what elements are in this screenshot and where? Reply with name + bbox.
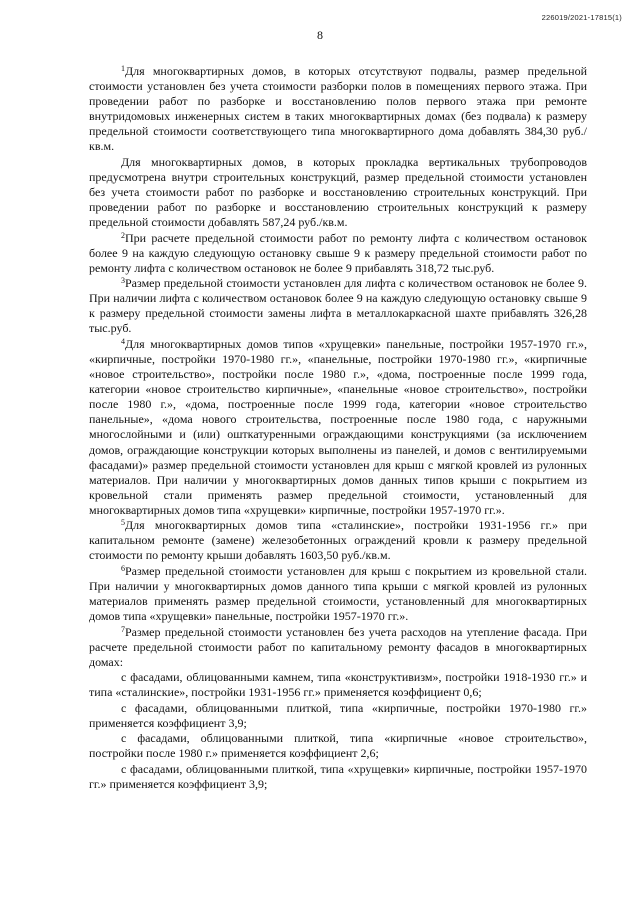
paragraph-text: с фасадами, облицованными камнем, типа «конструктивизм», постройки 1918-1930 гг.» и типа «сталинские», постройки 1931-1956 гг.» применяется коэффициент 0,6;: [89, 670, 587, 700]
paragraph-text: Размер предельной стоимости установлен для крыш с покрытием из кровельной стали. При наличии у многоквартирных домов данного типа крыши с мягкой кровлей из рулонных материалов применять размер предельной стоимости, установленный для многоквартирных домов типа «хрущевки» панельные, постройки 1957-1970 гг.».: [89, 563, 587, 624]
paragraph: [89, 155, 587, 230]
footnote-mark: 3: [121, 276, 125, 286]
paragraph: [89, 518, 587, 563]
paragraph-text: При расчете предельной стоимости работ по ремонту лифта с количеством остановок более 9 на каждую следующую остановку свыше 9 к размеру предельной стоимости работ по ремонту лифта с количеством остановок не более 9 прибавлять 318,72 тыс.руб.: [89, 230, 587, 275]
paragraph-text: с фасадами, облицованными плиткой, типа «кирпичные, постройки 1970-1980 гг.» применяется коэффициент 3,9;: [89, 700, 587, 730]
footnote-mark: 5: [121, 518, 125, 528]
paragraph: [89, 625, 587, 670]
paragraph: [89, 231, 587, 276]
document-id: 226019/2021-17815(1): [541, 13, 622, 22]
footnote-mark: 2: [121, 230, 125, 240]
paragraph-text: с фасадами, облицованными плиткой, типа «хрущевки» кирпичные, постройки 1957-1970 гг.» применяется коэффициент 3,9;: [89, 761, 587, 791]
paragraph: [89, 670, 587, 700]
paragraph-text: Для многоквартирных домов, в которых прокладка вертикальных трубопроводов предусмотрена внутри строительных конструкций, размер предельной стоимости установлен без учета стоимости работ по разборке и восстановлению строительных конструкций. При проведении работ по разборке и восстановлению строительных конструкций к размеру предельной стоимости добавлять 587,24 руб./кв.м.: [89, 154, 587, 230]
paragraph-text: с фасадами, облицованными плиткой, типа «кирпичные «новое строительство», постройки после 1980 г.» применяется коэффициент 2,6;: [89, 731, 587, 761]
paragraph-text: Для многоквартирных домов, в которых отсутствуют подвалы, размер предельной стоимости установлен без учета стоимости разборки полов в помещениях первого этажа. При проведении работ по разборке и восстановлению полов первого этажа при ремонте внутридомовых инженерных систем в таких многоквартирных домах (без подвала) к размеру предельной стоимости соответствующего типа многоквартирного дома добавлять 384,30 руб./кв.м.: [89, 64, 587, 154]
paragraph-text: Для многоквартирных домов типов «хрущевки» панельные, постройки 1957-1970 гг.», «кирпичные, постройки 1970-1980 гг.», «панельные, постройки 1970-1980 гг.», «кирпичные «новое строительство», постройки после 1980 г.», «дома, построенные после 1999 года, категории «новое строительство кирпичные», «панельные «новое строительство», постройки после 1980 г.», «дома, построенные после 1999 года, категории «новое строительство панельные», «дома нового строительства, построенные после 1980 года, с наружными многослойными и (или) ошткатуренными ограждающими конструкциями (за исключением домов, ограждающие конструкции которых выполнены из панелей, и домов с вентилируемыми фасадами)» размер предельной стоимости установлен для крыш с мягкой кровлей из рулонных материалов. При наличии у многоквартирных домов данных типов крыши с покрытием из кровельной стали применять размер предельной стоимости, установленный для многоквартирных домов типа «хрущевки» кирпичные, постройки 1957-1970 гг.».: [89, 336, 587, 517]
paragraph: [89, 731, 587, 761]
footnote-mark: 4: [121, 336, 125, 346]
footnote-mark: 1: [121, 64, 125, 73]
document-body: [89, 64, 587, 792]
footnote-mark: 7: [121, 624, 125, 634]
page-number: 8: [317, 28, 323, 42]
paragraph: [89, 564, 587, 624]
paragraph-text: Для многоквартирных домов типа «сталинские», постройки 1931-1956 гг.» при капитальном ремонте (замене) железобетонных ограждений кровли к размеру предельной стоимости по ремонту крыши добавлять 1603,50 руб./кв.м.: [89, 518, 587, 563]
paragraph-text: Размер предельной стоимости установлен без учета расходов на утепление фасада. При расчете предельной стоимости работ по капитальному ремонту фасадов в многоквартирных домах:: [89, 624, 587, 669]
paragraph: [89, 337, 587, 518]
paragraph: [89, 64, 587, 155]
paragraph-text: Размер предельной стоимости установлен для лифта с количеством остановок не более 9. При наличии лифта с количеством остановок более 9 на каждую следующую остановку свыше 9 к размеру предельной стоимости замены лифта в металлокаркасной шахте прибавлять 326,28 тыс.руб.: [89, 276, 587, 336]
paragraph: [89, 701, 587, 731]
paragraph: [89, 276, 587, 336]
footnote-mark: 6: [121, 563, 125, 573]
paragraph: [89, 762, 587, 792]
